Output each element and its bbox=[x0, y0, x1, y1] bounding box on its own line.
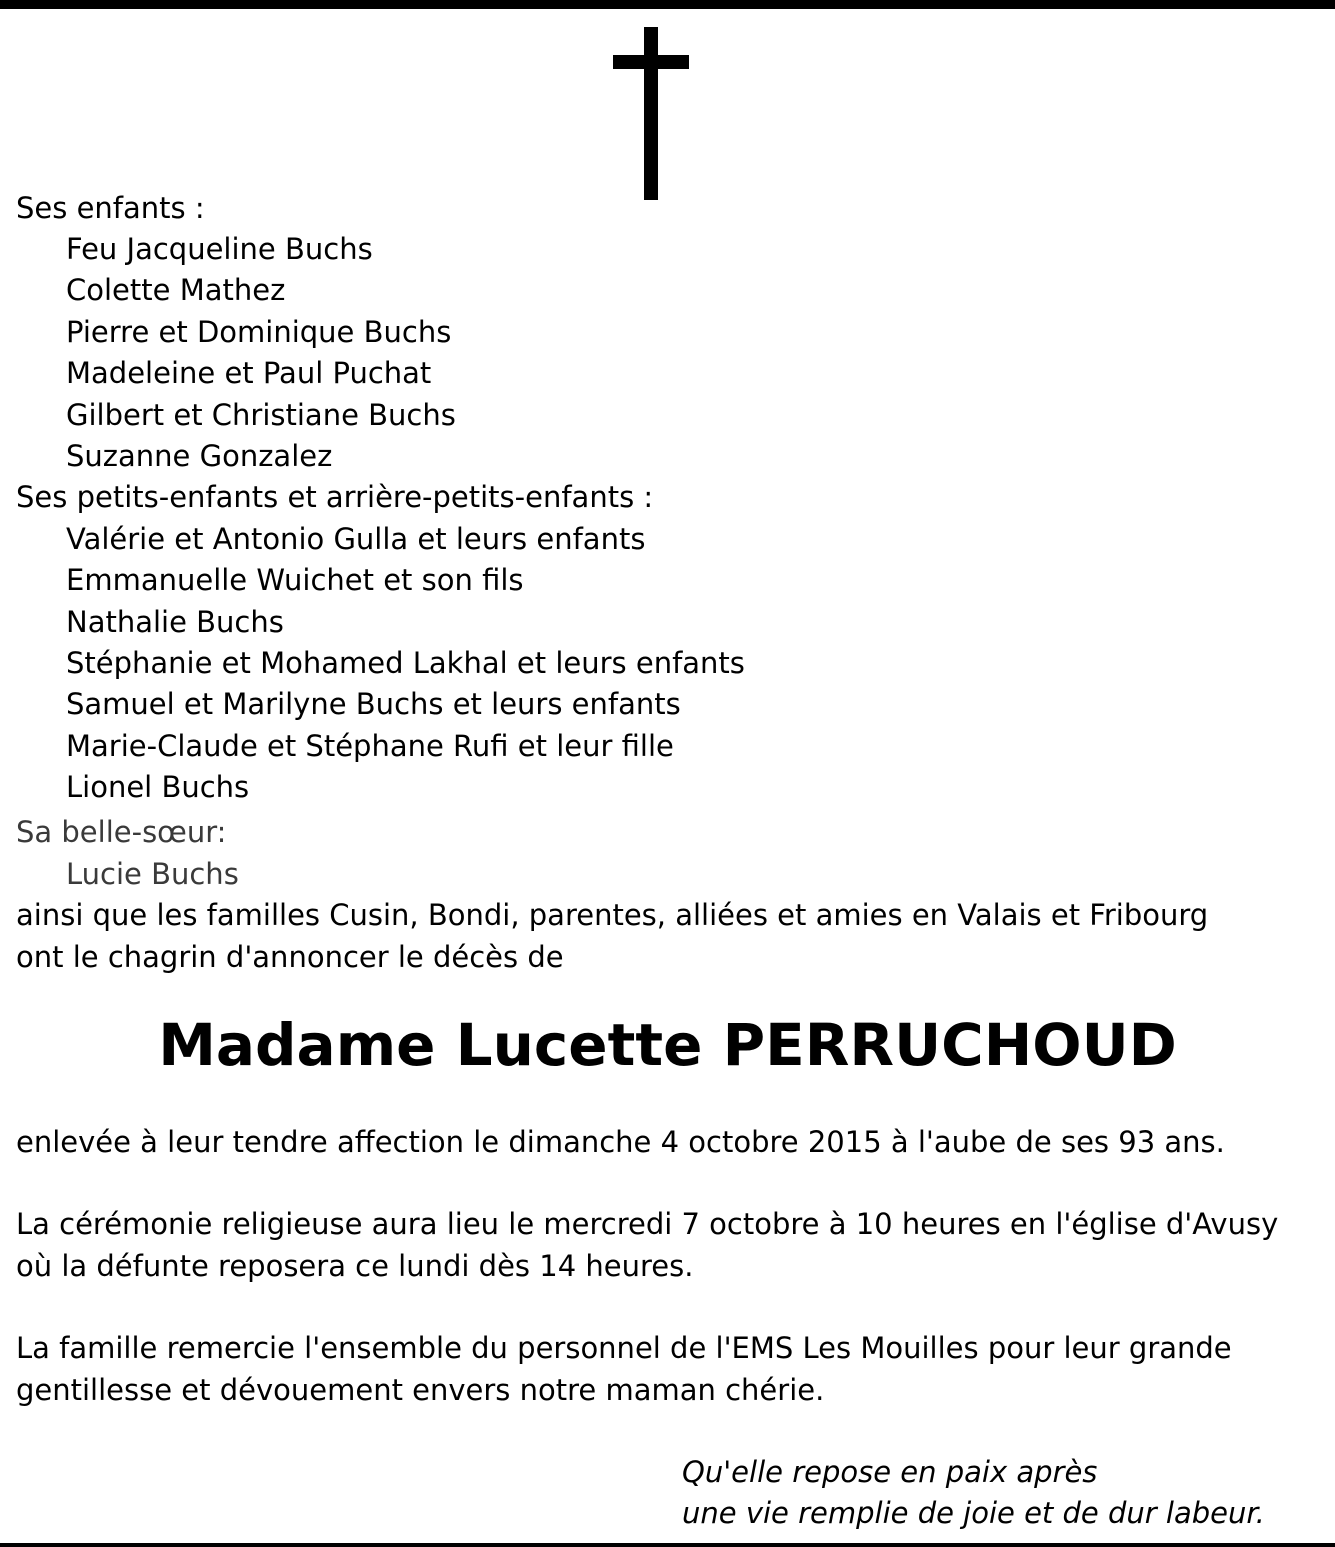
sister-in-law-heading: Sa belle-sœur: bbox=[16, 815, 227, 849]
children-heading: Ses enfants : bbox=[16, 191, 205, 225]
grandchild-name: Valérie et Antonio Gulla et leurs enfants bbox=[66, 522, 646, 556]
top-border bbox=[0, 0, 1335, 9]
grandchild-name: Lionel Buchs bbox=[66, 770, 250, 804]
announce-line: ont le chagrin d'annoncer le décès de bbox=[16, 940, 564, 974]
grandchild-name: Stéphanie et Mohamed Lakhal et leurs enfants bbox=[66, 646, 745, 680]
bottom-border bbox=[0, 1543, 1335, 1547]
grandchild-name: Samuel et Marilyne Buchs et leurs enfants bbox=[66, 687, 681, 721]
closing-line: Qu'elle repose en paix après bbox=[682, 1455, 1098, 1489]
child-name: Gilbert et Christiane Buchs bbox=[66, 398, 456, 432]
child-name: Colette Mathez bbox=[66, 273, 286, 307]
cross-vertical-bar bbox=[644, 27, 658, 200]
child-name: Pierre et Dominique Buchs bbox=[66, 315, 452, 349]
child-name: Madeleine et Paul Puchat bbox=[66, 356, 432, 390]
grandchild-name: Emmanuelle Wuichet et son fils bbox=[66, 563, 524, 597]
closing-line: une vie remplie de joie et de dur labeur. bbox=[682, 1496, 1265, 1530]
deceased-name: Madame Lucette PERRUCHOUD bbox=[158, 1011, 1177, 1079]
sister-in-law-name: Lucie Buchs bbox=[66, 857, 239, 891]
child-name: Suzanne Gonzalez bbox=[66, 439, 333, 473]
cross-icon bbox=[613, 27, 689, 200]
grandchild-name: Nathalie Buchs bbox=[66, 605, 284, 639]
closing-epitaph bbox=[682, 1452, 1265, 1534]
cross-horizontal-bar bbox=[613, 55, 689, 69]
grandchildren-heading: Ses petits-enfants et arrière-petits-enfants : bbox=[16, 480, 654, 514]
ceremony-info: La cérémonie religieuse aura lieu le mercredi 7 octobre à 10 heures en l'église d'Avusy où la défunte reposera ce lundi dès 14 heures. bbox=[16, 1207, 1279, 1283]
child-name: Feu Jacqueline Buchs bbox=[66, 232, 373, 266]
death-notice: enlevée à leur tendre affection le dimanche 4 octobre 2015 à l'aube de ses 93 ans. bbox=[16, 1125, 1225, 1159]
thanks-message: La famille remercie l'ensemble du personnel de l'EMS Les Mouilles pour leur grande gentillesse et dévouement envers notre maman chérie. bbox=[16, 1331, 1232, 1407]
families-line: ainsi que les familles Cusin, Bondi, parentes, alliées et amies en Valais et Fribourg bbox=[16, 898, 1209, 932]
grandchild-name: Marie-Claude et Stéphane Rufi et leur fille bbox=[66, 729, 674, 763]
